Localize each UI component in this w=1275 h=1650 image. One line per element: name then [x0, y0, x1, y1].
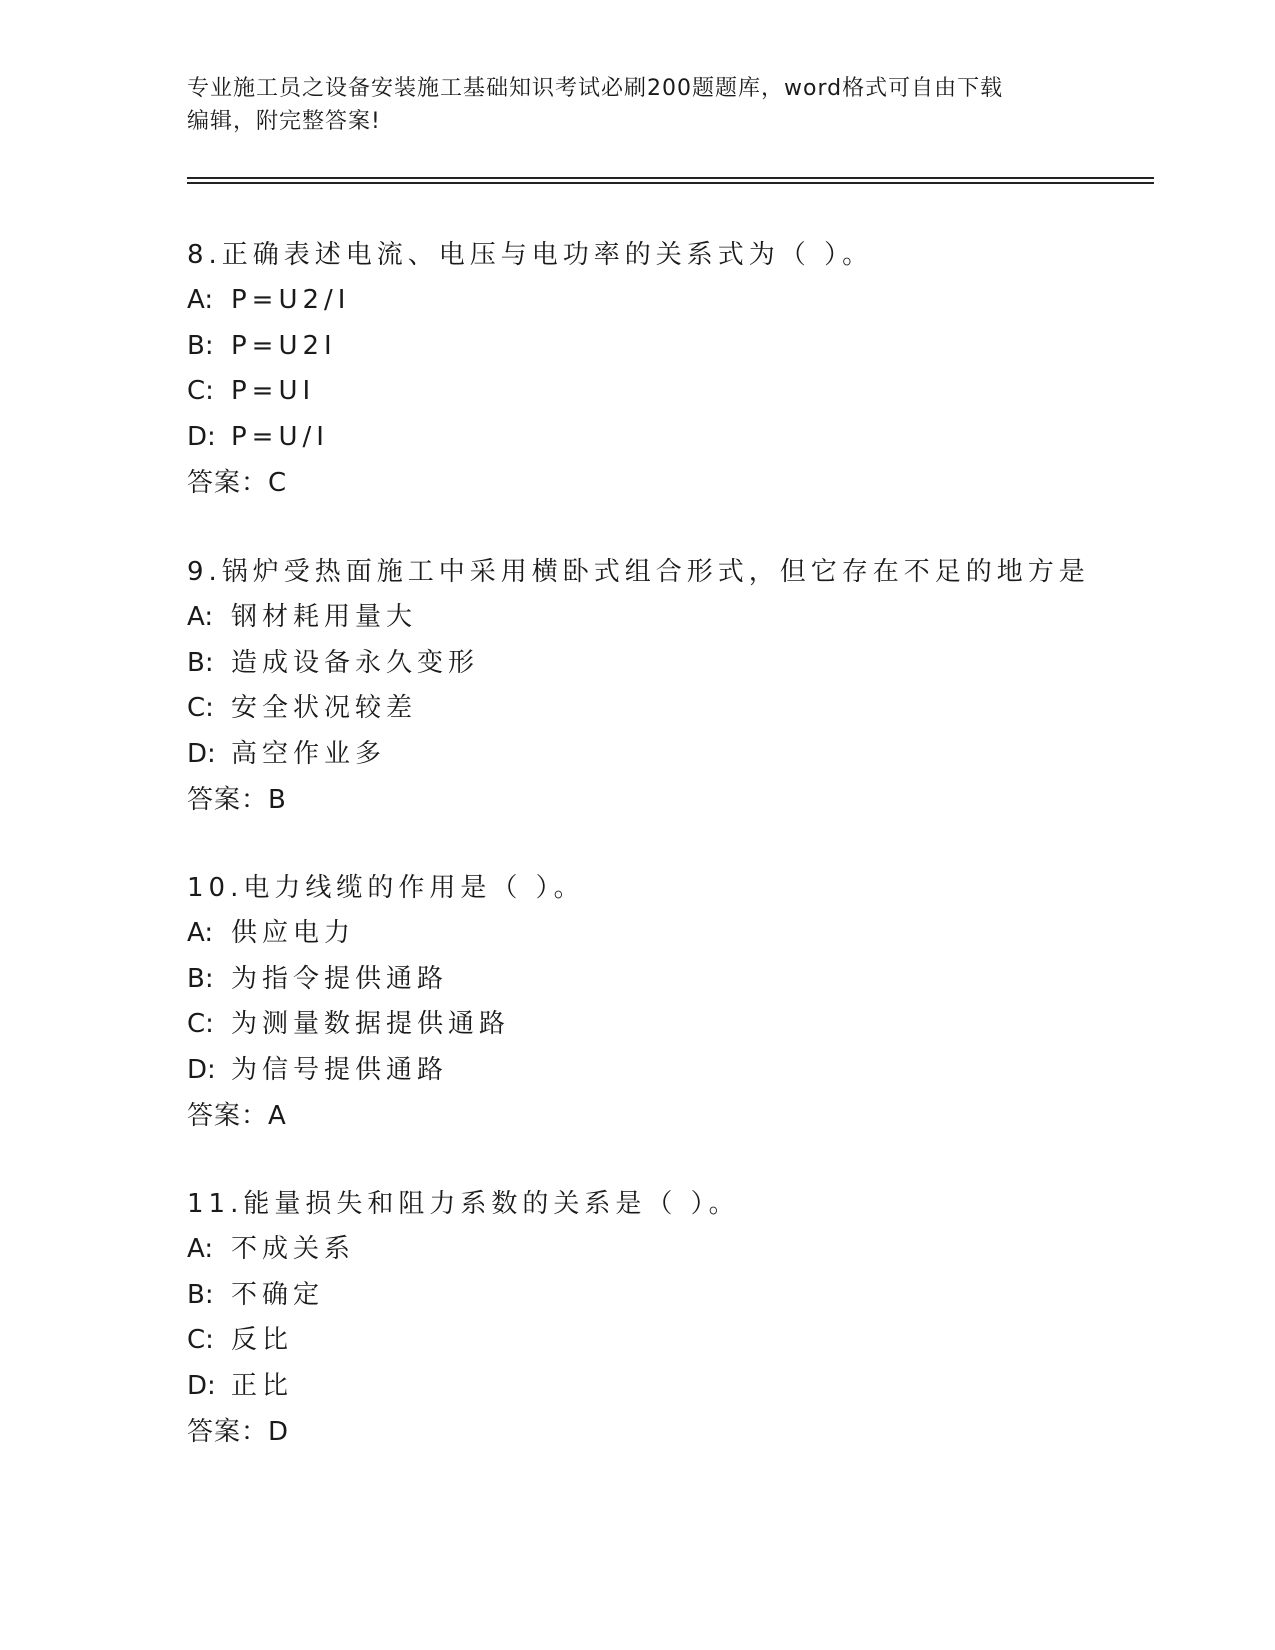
- option-b: [187, 957, 1147, 1003]
- option-b: [187, 324, 1147, 370]
- option-letter: C:: [187, 376, 214, 406]
- option-text: 正比: [231, 1370, 294, 1401]
- question-10: [187, 865, 1147, 1139]
- option-text: 为指令提供通路: [231, 963, 449, 994]
- question-11: [187, 1181, 1147, 1455]
- option-text: 为测量数据提供通路: [231, 1009, 511, 1039]
- option-text: 为信号提供通路: [231, 1054, 449, 1085]
- option-text: 安全状况较差: [231, 693, 418, 723]
- option-a: [187, 278, 1147, 324]
- option-text: 反比: [231, 1325, 294, 1355]
- option-text: P=U/I: [231, 421, 329, 452]
- option-letter: A:: [187, 1234, 214, 1264]
- option-c: [187, 1318, 1147, 1364]
- option-c: [187, 1002, 1147, 1048]
- option-text: 高空作业多: [231, 738, 387, 769]
- header-divider-bottom: [187, 182, 1154, 184]
- option-letter: A:: [187, 602, 214, 632]
- option-text: 不成关系: [231, 1234, 356, 1264]
- option-a: [187, 1227, 1147, 1273]
- option-d: [187, 732, 1147, 778]
- option-text: 钢材耗用量大: [231, 602, 418, 632]
- question-title: 8.正确表述电流、电压与电功率的关系式为（ ）。: [187, 240, 874, 270]
- option-letter: A:: [187, 918, 214, 948]
- option-letter: D:: [187, 421, 216, 452]
- answer-line: 答案：D: [187, 1417, 290, 1447]
- answer-line: 答案：A: [187, 1101, 287, 1131]
- header-divider-top: [187, 177, 1154, 179]
- question-title: 11.能量损失和阻力系数的关系是（ ）。: [187, 1189, 740, 1219]
- option-letter: C:: [187, 1325, 214, 1355]
- option-letter: D:: [187, 738, 216, 769]
- option-letter: D:: [187, 1054, 216, 1085]
- option-letter: C:: [187, 1009, 214, 1039]
- option-letter: B:: [187, 1279, 214, 1310]
- answer-line: 答案：C: [187, 468, 288, 498]
- option-text: P=U2I: [231, 330, 337, 361]
- option-letter: B:: [187, 963, 214, 994]
- option-a: [187, 595, 1147, 641]
- option-a: [187, 911, 1147, 957]
- question-9: [187, 549, 1147, 823]
- option-letter: B:: [187, 330, 214, 361]
- option-c: [187, 369, 1147, 415]
- option-text: 供应电力: [231, 918, 356, 948]
- option-c: [187, 686, 1147, 732]
- question-8: [187, 232, 1147, 506]
- option-d: [187, 415, 1147, 461]
- option-letter: A:: [187, 285, 214, 315]
- option-text: 造成设备永久变形: [231, 647, 480, 678]
- option-b: [187, 1273, 1147, 1319]
- header-line-2: 编辑，附完整答案!: [187, 109, 381, 134]
- option-letter: B:: [187, 647, 214, 678]
- question-title: 9.锅炉受热面施工中采用横卧式组合形式，但它存在不足的地方是: [187, 557, 1090, 587]
- option-d: [187, 1364, 1147, 1410]
- option-letter: C:: [187, 693, 214, 723]
- option-d: [187, 1048, 1147, 1094]
- option-letter: D:: [187, 1370, 216, 1401]
- option-text: P=U2/I: [231, 285, 351, 315]
- option-b: [187, 641, 1147, 687]
- answer-line: 答案：B: [187, 785, 287, 815]
- document-header: [187, 72, 1087, 138]
- question-title: 10.电力线缆的作用是（ ）。: [187, 873, 585, 903]
- header-line-1: 专业施工员之设备安装施工基础知识考试必刷200题题库，word格式可自由下载: [187, 76, 1004, 101]
- option-text: 不确定: [231, 1279, 325, 1310]
- option-text: P=UI: [231, 376, 316, 406]
